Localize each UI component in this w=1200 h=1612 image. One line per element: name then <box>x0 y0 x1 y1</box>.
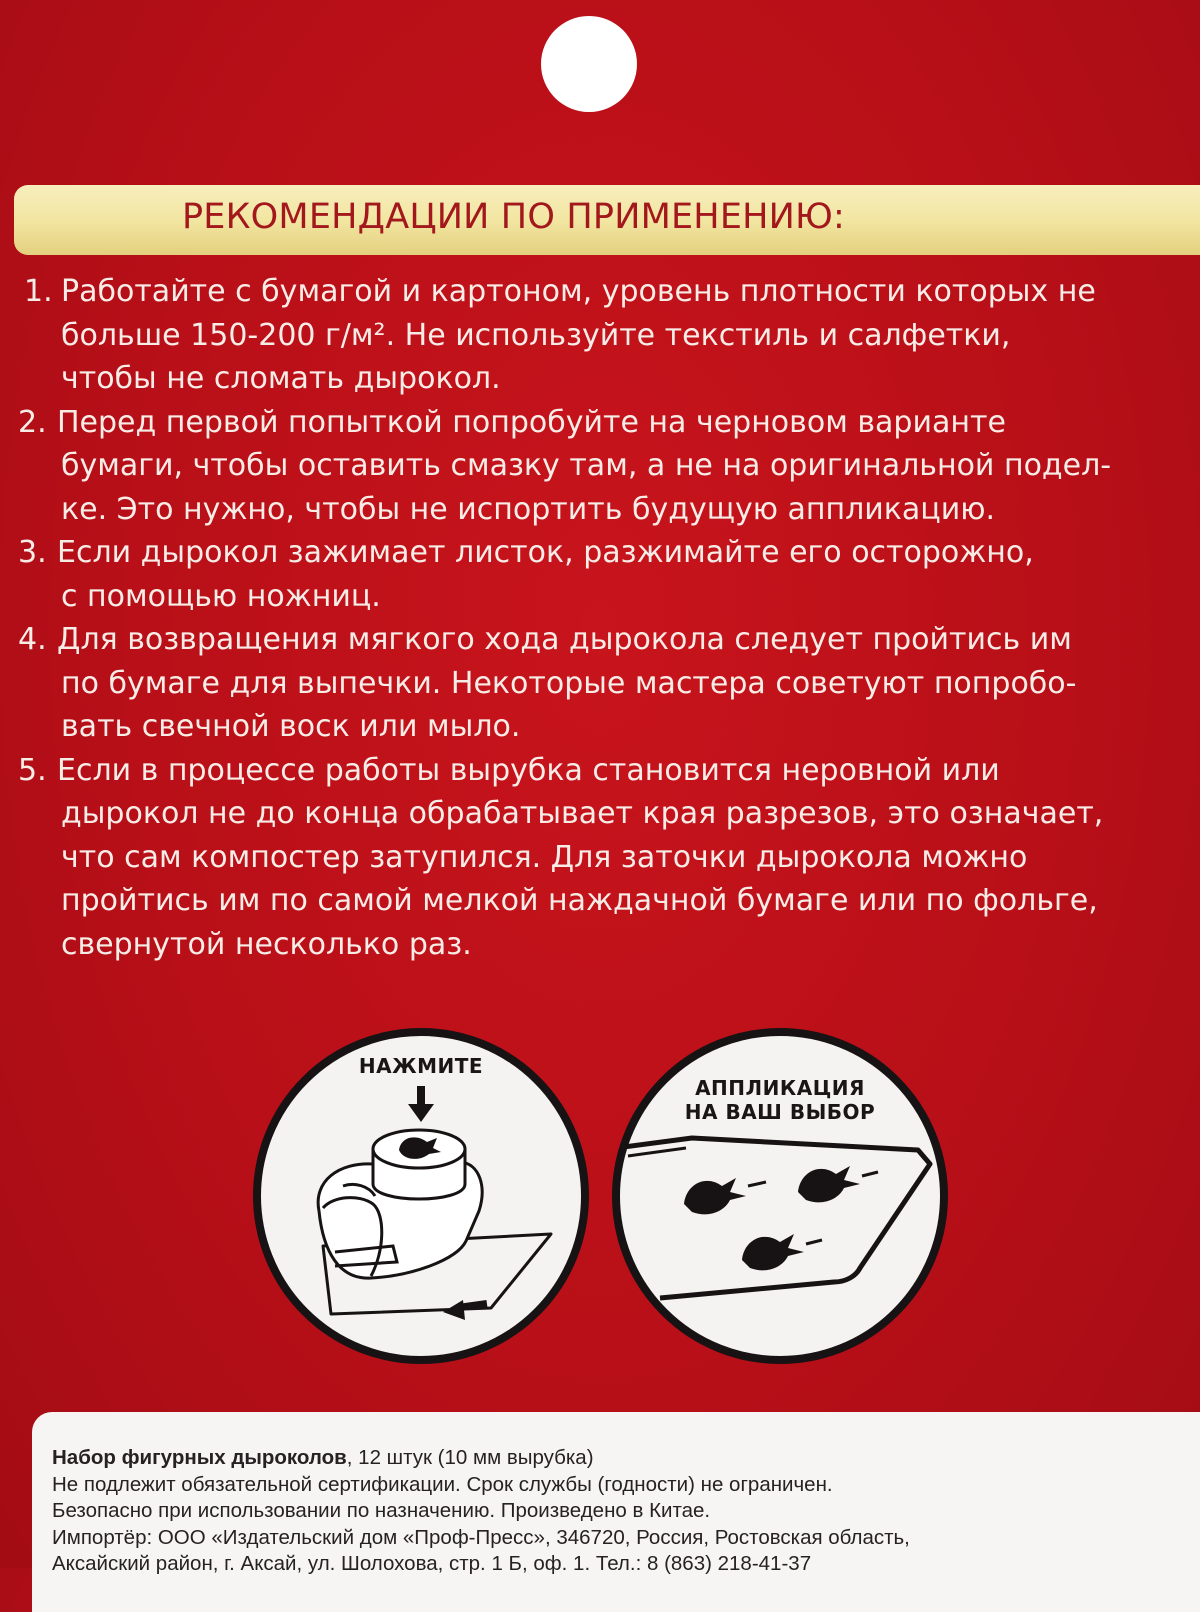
importer-line: Импортёр: ООО «Издательский дом «Проф-Пресс», 346720, Россия, Ростовская область, <box>52 1525 910 1549</box>
item-text-line: свернутой несколько раз. <box>61 926 472 962</box>
product-name: Набор фигурных дыроколов <box>52 1446 347 1469</box>
safety-line: Безопасно при использовании по назначению. Произведено в Китае. <box>52 1499 711 1522</box>
list-item <box>0 270 1176 314</box>
item-number: 2. <box>18 404 47 440</box>
item-text-line: больше 150-200 г/м². Не используйте текстиль и салфетки, <box>61 317 1011 353</box>
item-number: 3. <box>18 535 47 570</box>
applique-label-line1: АППЛИКАЦИЯ <box>695 1076 865 1100</box>
page-title: РЕКОМЕНДАЦИИ ПО ПРИМЕНЕНИЮ: <box>182 197 846 237</box>
item-text-line: пройтись им по самой мелкой наждачной бумаге или по фольге, <box>61 883 1098 918</box>
item-text-line: вать свечной воск или мыло. <box>61 709 521 744</box>
item-text: Если дырокол зажимает листок, разжимайте его осторожно, <box>57 535 1034 570</box>
applique-label-line2: НА ВАШ ВЫБОР <box>684 1100 876 1124</box>
item-text-line: что сам компостер затупился. Для заточки дырокола можно <box>61 839 1028 875</box>
item-text-line: ке. Это нужно, чтобы не испортить будущую аппликацию. <box>61 491 995 527</box>
item-text: Для возвращения мягкого хода дырокола следует пройтись им <box>57 622 1072 657</box>
instructions-list <box>0 270 1176 966</box>
bird-shape-icon <box>798 1166 878 1202</box>
item-text-line: бумаги, чтобы оставить смазку там, а не на оригинальной подел- <box>61 448 1112 483</box>
down-arrow-icon <box>408 1086 434 1122</box>
hang-hole <box>541 16 637 112</box>
item-text: Если в процессе работы вырубка становится неровной или <box>57 752 1000 788</box>
press-illustration <box>253 1028 589 1364</box>
bird-shape-icon <box>684 1178 766 1214</box>
list-item <box>0 531 1176 575</box>
left-arrow-icon <box>443 1300 487 1320</box>
item-text-line: по бумаге для выпечки. Некоторые мастера советуют попробо- <box>61 665 1077 701</box>
address-line: Аксайский район, г. Аксай, ул. Шолохова, стр. 1 Б, оф. 1. Тел.: 8 (863) 218-41-37 <box>52 1552 812 1575</box>
item-number: 1. <box>24 274 53 309</box>
item-text: Работайте с бумагой и картоном, уровень плотности которых не <box>61 274 1096 309</box>
press-label: НАЖМИТЕ <box>358 1054 484 1078</box>
item-text-line: дырокол не до конца обрабатывает края разрезов, это означает, <box>61 796 1104 831</box>
applique-illustration <box>612 1028 948 1364</box>
item-text-line: с помощью ножниц. <box>61 578 381 614</box>
item-number: 4. <box>18 622 47 657</box>
product-title-line <box>52 1445 1176 1472</box>
product-info <box>52 1445 1176 1578</box>
product-detail: , 12 штук (10 мм вырубка) <box>346 1446 594 1469</box>
certification-line: Не подлежит обязательной сертификации. Срок службы (годности) не ограничен. <box>52 1472 833 1496</box>
list-item <box>0 401 1176 445</box>
bird-shape-icon <box>742 1234 822 1270</box>
item-number: 5. <box>18 752 47 788</box>
item-text-line: чтобы не сломать дырокол. <box>61 361 501 396</box>
list-item <box>0 618 1176 662</box>
item-text: Перед первой попыткой попробуйте на черновом варианте <box>57 404 1006 440</box>
list-item <box>0 749 1176 793</box>
